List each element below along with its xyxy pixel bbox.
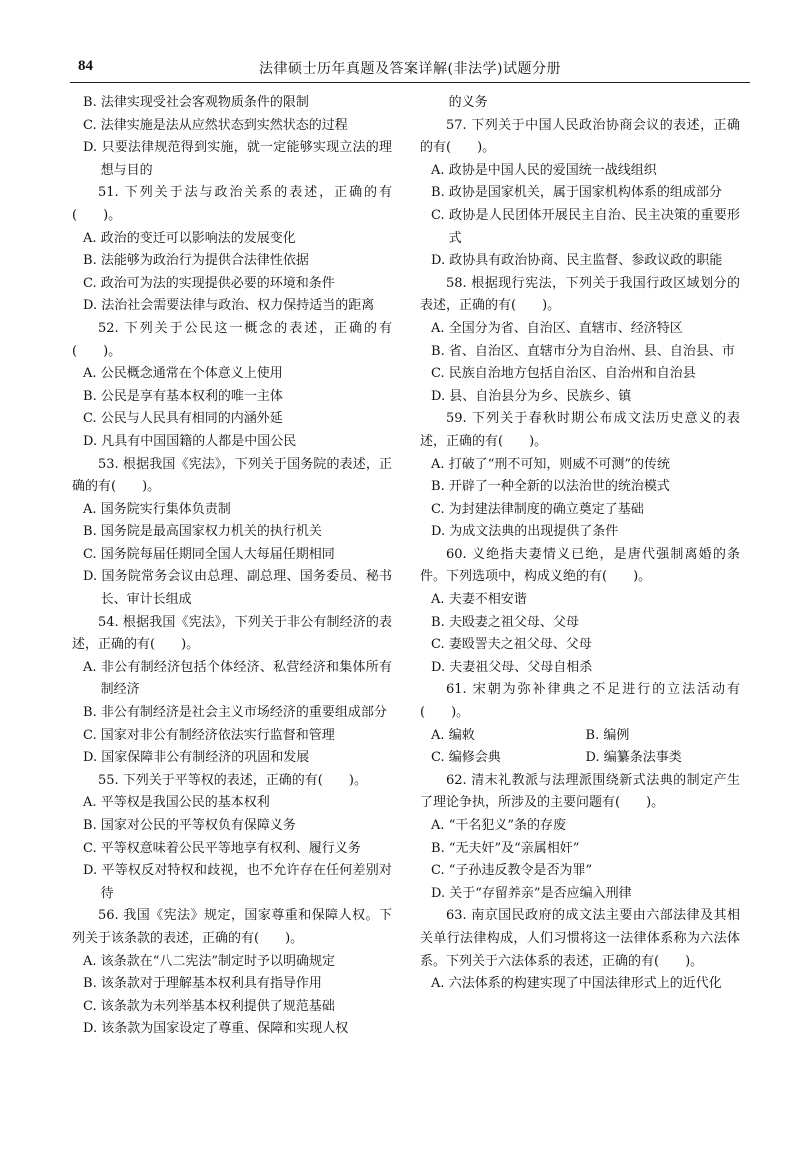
question-stem: 60. 义绝指夫妻情义已绝，是唐代强制离婚的条件。下列选项中，构成义绝的有( )。 xyxy=(420,546,740,585)
answer-option: A. 非公有制经济包括个体经济、私营经济和集体所有制经济 xyxy=(83,659,392,698)
answer-option: D. 法治社会需要法律与政治、权力保持适当的距离 xyxy=(83,298,375,314)
running-title: 法律硕士历年真题及答案详解(非法学)试题分册 xyxy=(259,61,561,77)
answer-option: A. 六法体系的构建实现了中国法律形式上的近代化 xyxy=(431,976,722,992)
answer-option: C. 国家对非公有制经济依法实行监督和管理 xyxy=(83,727,335,743)
answer-option: A. 平等权是我国公民的基本权利 xyxy=(83,795,270,811)
answer-option: B. 开辟了一种全新的以法治世的统治模式 xyxy=(431,479,670,495)
question-stem: 53. 根据我国《宪法》，下列关于国务院的表述，正确的有( )。 xyxy=(72,456,392,495)
page-number: 84 xyxy=(78,58,93,74)
answer-option: A. 国务院实行集体负责制 xyxy=(83,501,231,517)
answer-option: A. 夫妻不相安谐 xyxy=(431,592,527,608)
left-column xyxy=(72,92,392,1041)
answer-option: B. “无夫奸”及“亲属相奸” xyxy=(431,840,580,856)
answer-option: D. 国家保障非公有制经济的巩固和发展 xyxy=(83,750,310,766)
answer-option: B. 编例 xyxy=(585,727,630,743)
question-stem: 54. 根据我国《宪法》，下列关于非公有制经济的表述，正确的有( )。 xyxy=(72,614,392,653)
answer-option: C. 为封建法律制度的确立奠定了基础 xyxy=(431,501,644,517)
answer-option: B. 国家对公民的平等权负有保障义务 xyxy=(83,818,296,833)
answer-option: D. 为成文法典的出现提供了条件 xyxy=(431,524,619,540)
answer-option: C. 编修会典 xyxy=(431,750,501,766)
answer-option: D. 平等权反对特权和歧视，也不允许存在任何差别对待 xyxy=(83,863,392,901)
answer-option-row xyxy=(420,747,740,770)
question-stem: 56. 我国《宪法》规定，国家尊重和保障人权。下列关于该条款的表述，正确的有( )。 xyxy=(72,908,392,946)
answer-option-row xyxy=(420,725,740,748)
answer-option: B. 公民是享有基本权利的唯一主体 xyxy=(83,388,283,404)
header-divider xyxy=(70,82,750,83)
answer-option: D. 政协具有政治协商、民主监督、参政议政的职能 xyxy=(431,253,723,269)
answer-option: C. 该条款为未列举基本权利提供了规范基础 xyxy=(83,998,335,1014)
answer-option: D. 县、自治县分为乡、民族乡、镇 xyxy=(431,388,632,404)
answer-option: D. 编纂条法事类 xyxy=(585,750,682,766)
answer-option: C. 公民与人民具有相同的内涵外延 xyxy=(83,411,283,427)
answer-option: B. 该条款对于理解基本权利具有指导作用 xyxy=(83,976,322,992)
answer-option: C. 政治可为法的实现提供必要的环境和条件 xyxy=(83,275,335,291)
answer-option: B. 政协是国家机关，属于国家机构体系的组成部分 xyxy=(431,185,722,201)
answer-option: A. 全国分为省、自治区、直辖市、经济特区 xyxy=(431,320,683,336)
answer-option: D. 夫妻祖父母、父母自相杀 xyxy=(431,659,593,675)
answer-option: D. 只要法律规范得到实施，就一定能够实现立法的理想与目的 xyxy=(83,140,392,178)
answer-option: C. 政协是人民团体开展民主自治、民主决策的重要形式 xyxy=(431,207,740,246)
answer-option: B. 夫殴妻之祖父母、父母 xyxy=(431,614,579,630)
question-stem: 62. 清末礼教派与法理派围绕新式法典的制定产生了理论争执，所涉及的主要问题有( )。 xyxy=(420,772,740,811)
page-header xyxy=(70,52,750,82)
question-stem: 51. 下列关于法与政治关系的表述，正确的有( )。 xyxy=(72,185,392,223)
answer-option: B. 省、自治区、直辖市分为自治州、县、自治县、市 xyxy=(431,343,735,359)
answer-option: C. 平等权意味着公民平等地享有权利、履行义务 xyxy=(83,840,361,856)
question-stem: 55. 下列关于平等权的表述，正确的有( )。 xyxy=(98,772,367,788)
answer-option: B. 法能够为政治行为提供合法律性依据 xyxy=(83,253,309,269)
answer-option: D. 关于“存留养亲”是否应编入刑律 xyxy=(431,885,632,901)
question-stem: 52. 下列关于公民这一概念的表述，正确的有( )。 xyxy=(72,320,392,359)
question-stem: 58. 根据现行宪法，下列关于我国行政区域划分的表述，正确的有( )。 xyxy=(420,275,740,314)
answer-option: B. 非公有制经济是社会主义市场经济的重要组成部分 xyxy=(83,705,387,721)
answer-option: C. “子孙违反教令是否为罪” xyxy=(431,863,593,879)
question-stem: 57. 下列关于中国人民政治协商会议的表述，正确的有( )。 xyxy=(420,117,740,156)
question-stem: 59. 下列关于春秋时期公布成文法历史意义的表述，正确的有( )。 xyxy=(420,411,740,449)
answer-option: A. “干名犯义”条的存废 xyxy=(431,818,566,833)
answer-option: B. 国务院是最高国家权力机关的执行机关 xyxy=(83,524,322,540)
answer-option: B. 法律实现受社会客观物质条件的限制 xyxy=(83,95,309,110)
question-stem: 63. 南京国民政府的成文法主要由六部法律及其相关单行法律构成，人们习惯将这一法律体系称为六法体系。下列关于六法体系的表述，正确的有( )。 xyxy=(420,908,740,969)
answer-option: C. 法律实施是法从应然状态到实然状态的过程 xyxy=(83,117,348,133)
right-column xyxy=(420,92,740,996)
answer-option: C. 民族自治地方包括自治区、自治州和自治县 xyxy=(431,366,696,382)
continued-text: 的义务 xyxy=(448,95,488,110)
answer-option: A. 公民概念通常在个体意义上使用 xyxy=(83,366,283,382)
answer-option: C. 妻殴詈夫之祖父母、父母 xyxy=(431,637,592,653)
answer-option: A. 该条款在“八二宪法”制定时予以明确规定 xyxy=(83,953,335,969)
answer-option: A. 政治的变迁可以影响法的发展变化 xyxy=(83,230,296,246)
answer-option: A. 打破了“刑不可知，则威不可测”的传统 xyxy=(431,456,670,472)
answer-option: D. 国务院常务会议由总理、副总理、国务委员、秘书长、审计长组成 xyxy=(83,569,392,608)
answer-option: C. 国务院每届任期同全国人大每届任期相同 xyxy=(83,546,335,562)
answer-option: A. 编敕 xyxy=(431,727,475,743)
question-stem: 61. 宋朝为弥补律典之不足进行的立法活动有( )。 xyxy=(420,682,740,721)
answer-option: D. 凡具有中国国籍的人都是中国公民 xyxy=(83,433,297,449)
answer-option: A. 政协是中国人民的爱国统一战线组织 xyxy=(431,162,657,178)
answer-option: D. 该条款为国家设定了尊重、保障和实现人权 xyxy=(83,1021,349,1037)
